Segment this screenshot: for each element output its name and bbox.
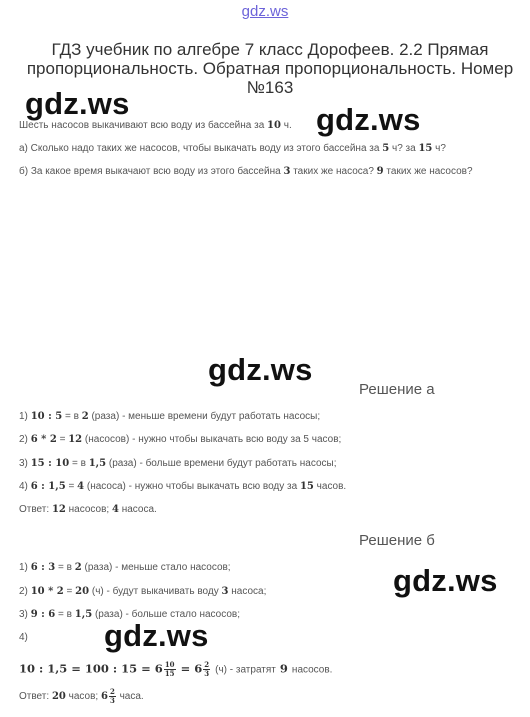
watermark-2: gdz.ws: [316, 102, 421, 137]
solution-a-step-3: 3) 15 : 10 = в 1,5 (раза) - больше времени будут работать насосы;: [19, 458, 337, 469]
fraction-2-3: $\frac{2}{3}$: [204, 660, 210, 678]
fraction-10-15: $\frac{10}{15}$: [164, 660, 175, 678]
solution-a-step-1: 1) 10 : 5 = в 2 (раза) - меньше времени будут работать насосы;: [19, 411, 321, 422]
solution-b-formula: 10 : 1,5 = 100 : 15 = 6 $\frac{10}{15}$ = 6 $\frac{2}{3}$ (ч) - затратят 9 насосов.: [19, 660, 333, 678]
question-a: а) Сколько надо таких же насосов, чтобы выкачать воду из этого бассейна за 5 ч? за 15 ч?: [19, 143, 446, 154]
solution-a-step-4: 4) 6 : 1,5 = 4 (насоса) - нужно чтобы выкачать всю воду за 15 часов.: [19, 481, 347, 492]
solution-a-answer: Ответ: 12 насосов; 4 насоса.: [19, 504, 157, 515]
watermark-3: gdz.ws: [208, 352, 313, 387]
solution-b-step-3: 3) 9 : 6 = в 1,5 (раза) - больше стало насосов;: [19, 609, 240, 620]
answer-fraction-2-3: $\frac{2}{3}$: [109, 687, 115, 705]
solution-b-step-2: 2) 10 * 2 = 20 (ч) - будут выкачивать воду 3 насоса;: [19, 586, 267, 597]
watermark-5: gdz.ws: [104, 618, 209, 653]
problem-intro: Шесть насосов выкачивают всю воду из бассейна за 10 ч.: [19, 120, 292, 131]
watermark-link[interactable]: gdz.ws: [241, 3, 289, 20]
solution-b-answer: Ответ: 20 часов; 6 $\frac{2}{3}$ часа.: [19, 687, 144, 705]
solution-b-step-4-label: 4): [19, 632, 28, 643]
solution-a-heading: Решение а: [359, 381, 435, 398]
solution-a-step-2: 2) 6 * 2 = 12 (насосов) - нужно чтобы выкачать всю воду за 5 часов;: [19, 434, 342, 445]
page-title: ГДЗ учебник по алгебре 7 класс Дорофеев. 2.2 Прямая пропорциональность. Обратная пропорциональность. Номер №163: [26, 40, 514, 97]
watermark-1: gdz.ws: [25, 86, 130, 121]
solution-b-heading: Решение б: [359, 532, 435, 549]
watermark-4: gdz.ws: [393, 563, 498, 598]
solution-b-step-1: 1) 6 : 3 = в 2 (раза) - меньше стало насосов;: [19, 562, 231, 573]
question-b: б) За какое время выкачают всю воду из этого бассейна 3 таких же насоса? 9 таких же насосов?: [19, 166, 473, 177]
